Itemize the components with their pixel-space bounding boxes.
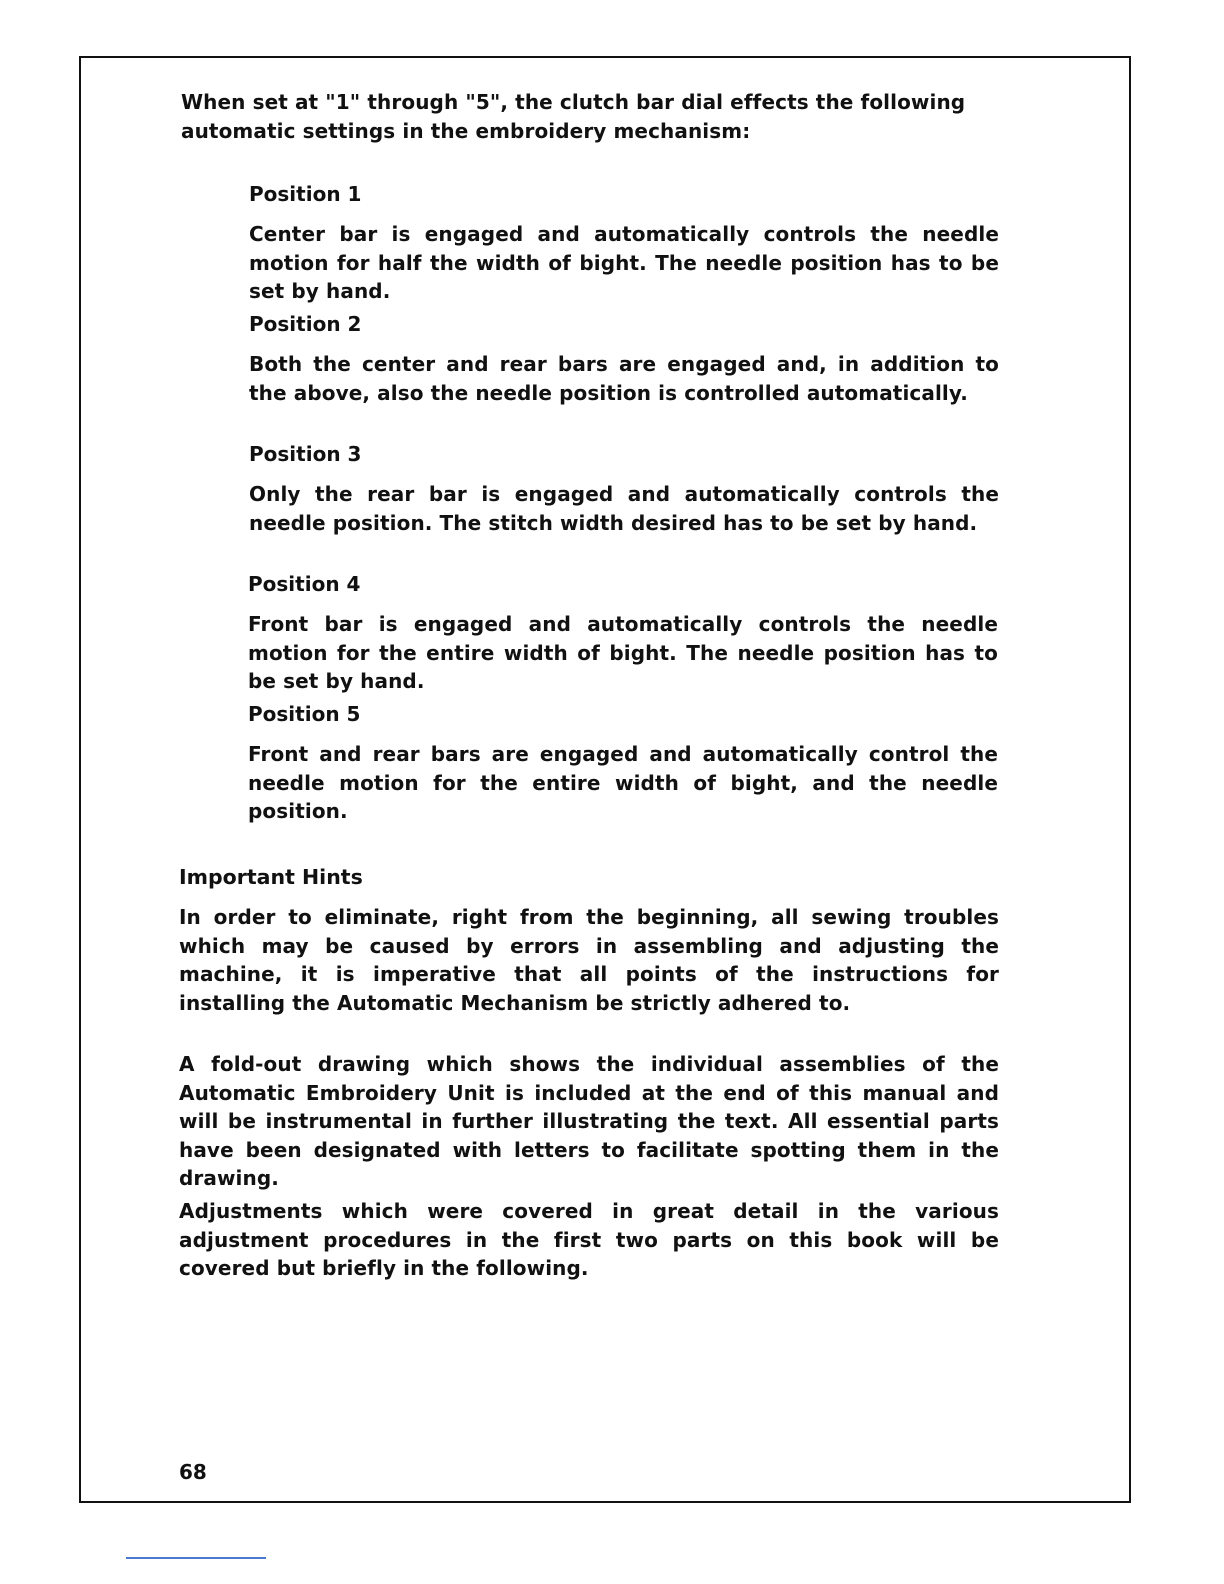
position-5-body: Front and rear bars are engaged and automatically control the needle motion for the entire width of bight, and the needle position. [248, 742, 998, 823]
position-3-body: Only the rear bar is engaged and automatically controls the needle position. The stitch width desired has to be set by hand. [249, 482, 999, 535]
position-5-heading: Position 5 [248, 702, 361, 726]
position-4-body: Front bar is engaged and automatically controls the needle motion for the entire width of bight. The needle position has to be set by hand. [248, 612, 998, 693]
position-1-heading: Position 1 [249, 182, 362, 206]
position-3-heading: Position 3 [249, 442, 362, 466]
bottom-link-underline [126, 1557, 266, 1559]
position-1-body: Center bar is engaged and automatically controls the needle motion for half the width of bight. The needle position has to be set by hand. [249, 222, 999, 303]
position-4-heading: Position 4 [248, 572, 361, 596]
position-2-heading: Position 2 [249, 312, 362, 336]
hints-paragraph-1: In order to eliminate, right from the beginning, all sewing troubles which may be caused by errors in assembling and adjusting the machine, it is imperative that all points of the instructions for installing the Automatic Mechanism be strictly adhered to. [179, 905, 999, 1015]
hints-paragraph-3: Adjustments which were covered in great detail in the various adjustment procedures in the first two parts on this book will be covered but briefly in the following. [179, 1199, 999, 1280]
important-hints-heading: Important Hints [179, 865, 363, 889]
position-2-body: Both the center and rear bars are engaged and, in addition to the above, also the needle position is controlled automatically. [249, 352, 999, 405]
hints-paragraph-2: A fold-out drawing which shows the individual assemblies of the Automatic Embroidery Unit is included at the end of this manual and will be instrumental in further illustrating the text. All essential parts have been designated with letters to facilitate spotting them in the drawing. [179, 1052, 999, 1190]
intro-paragraph: When set at "1" through "5", the clutch bar dial effects the following automatic settings in the embroidery mechanism: [181, 90, 966, 143]
page-number: 68 [179, 1460, 207, 1484]
